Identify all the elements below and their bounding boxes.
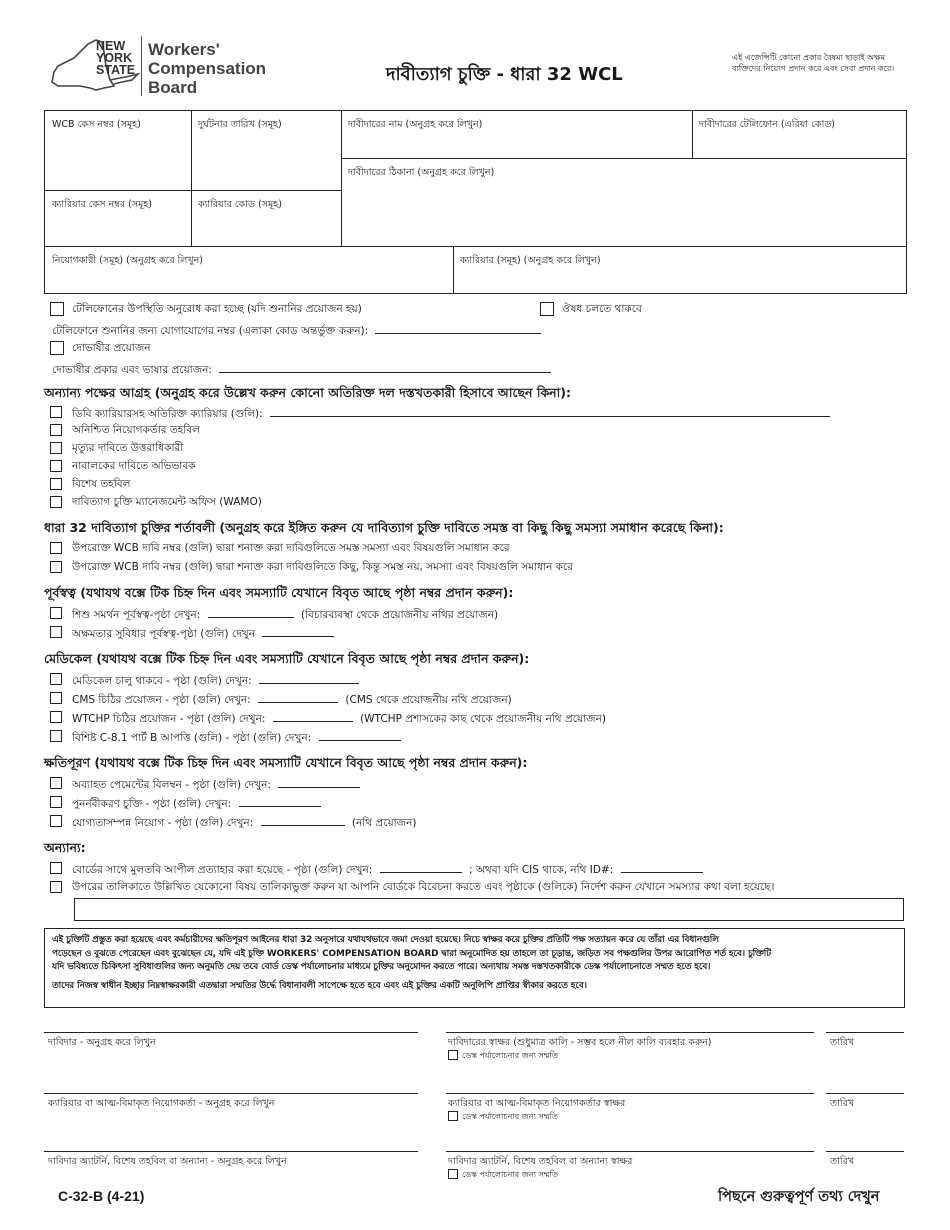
wtchp-letter-note: (WTCHP প্রশাসকের কাছ থেকে প্রয়োজনীয় নথি প্রয়োজন) [360,713,606,725]
cis-doc-label: ; অথবা যদি CIS থাকে, নথি ID#: [468,864,614,876]
child-support-page-input[interactable] [208,606,294,618]
sig-date-label-2: তারিখ [830,1098,855,1109]
child-support-row [72,606,498,625]
additional-carriers-label: ডিবি ক্যারিয়ারসহ অতিরিক্ত ক্যারিয়ার (গুলি): [72,408,263,420]
sig-date-label-1: তারিখ [830,1037,855,1048]
wcb-case-field[interactable]: WCB কেস নম্বর (সমূহ) [52,119,141,130]
sig-name-line-3[interactable] [44,1151,418,1152]
sig-name-line-2[interactable] [44,1093,418,1094]
sig-date-line-3[interactable] [826,1151,904,1152]
wamo-checkbox[interactable] [50,496,62,508]
desk-review-checkbox-2[interactable] [448,1111,458,1121]
interpreter-type-input[interactable] [219,361,551,373]
c81-objection-label: বিশিষ্ট C-8.1 পার্ট B আপত্তি (গুলি) - পৃষ্ঠা (গুলি) দেখুন: [72,732,312,744]
medical-open-page-input[interactable] [259,672,359,684]
c81-objection-checkbox[interactable] [50,730,62,742]
medical-open-label: মেডিকেল চালু থাকবে - পৃষ্ঠা (গুলি) দেখুন: [72,675,252,687]
medication-checkbox[interactable] [540,302,554,316]
phone-contact-row [52,322,541,341]
carriers-field[interactable]: ক্যারিয়ার (সমূহ) (অনুগ্রহ করে লিখুন) [460,255,601,266]
list-issues-checkbox[interactable] [50,881,62,893]
wamo-label: দাবিত্যাগ চুক্তি ম্যানেজমেন্ট অফিস (WAMO) [72,496,262,508]
desk-review-checkbox-3[interactable] [448,1169,458,1179]
qualified-employment-checkbox[interactable] [50,815,62,827]
sig-sign-line-3[interactable] [446,1151,814,1152]
renewal-page-input[interactable] [239,795,321,807]
sig-sign-label-3: দাবিদার অ্যাটর্নি, বিশেষ তহবিল বা অন্যান্য স্বাক্ষর [448,1156,633,1167]
form-id: C-32-B (4-21) [58,1188,145,1204]
claimant-phone-field[interactable]: দাবীদারের টেলিফোন (এরিয়া কোড) [699,119,836,130]
additional-carriers-input[interactable] [270,405,830,417]
desk-review-checkbox-1[interactable] [448,1050,458,1060]
interpreter-type-row [52,361,551,380]
logo-divider [141,36,142,96]
terms-heading: ধারা 32 দাবিত্যাগ চুক্তির শর্তাবলী (অনুগ্রহ করে ইঙ্গিত করুন যে দাবিত্যাগ চুক্তি দাবিতে সমস্ত বা কিছু কিছু সমস্যা সমাধান করেছে কিনা): [44,520,724,535]
payment-deferral-checkbox[interactable] [50,777,62,789]
child-support-note: (বিচারব্যবস্থা থেকে প্রয়োজনীয় নথির প্রয়োজন) [300,609,499,621]
list-issues-label: উপরের তালিকাতে উল্লিখিত যেকোনো বিষয় তালিকাভুক্ত করুন যা আপনি বোর্ডকে বিবেচনা করতে এবং পৃষ্ঠাকে (গুলিকে) নির্দেশ করুন যেখানে সমস্যার কথা বলা হয়েছে। [72,881,775,893]
see-back-note: পিছনে গুরুত্বপূর্ণ তথ্য দেখুন [718,1189,880,1205]
accident-date-field[interactable]: দুর্ঘটনার তারিখ (সমূহ) [198,119,282,130]
payment-deferral-row [72,776,360,795]
sig-name-line-1[interactable] [44,1032,418,1033]
wtchp-letter-page-input[interactable] [273,710,353,722]
sig-sign-line-1[interactable] [446,1032,814,1033]
resolve-all-checkbox[interactable] [50,542,62,554]
wtchp-letter-label: WTCHP চিঠির প্রয়োজন - পৃষ্ঠা (গুলি) দেখুন: [72,713,266,725]
medical-open-checkbox[interactable] [50,673,62,685]
payment-deferral-label: অব্যাহত পেমেন্টের বিলম্বন - পৃষ্ঠা (গুলি) দেখুন: [72,779,271,791]
carrier-case-field[interactable]: ক্যারিয়ার কেস নম্বর (সমূহ) [52,199,152,210]
sig-sign-line-2[interactable] [446,1093,814,1094]
statement-line-2: পড়েছেন ও বুঝতে পেরেছেন এবং বুঝেছেন যে, যদি এই চুক্তি WORKERS' COMPENSATION BOARD দ্বারা অনুমোদিত হয় তাহলে তা চূড়ান্ত, জড়িত সব পক্ষগুলির উপর আরোপিত শর্ত হবে। চুক্তিটি [52,948,771,959]
appeal-withdrawn-row [72,861,703,880]
minor-guardian-label: নাবালকের দাবিতে অভিভাবক [72,460,196,472]
additional-carriers-checkbox[interactable] [50,406,62,418]
medication-label: ঔষধ চলতে থাকবে [562,303,642,315]
qualified-employment-row [72,814,416,833]
wtchp-letter-checkbox[interactable] [50,711,62,723]
phone-contact-input[interactable] [375,322,541,334]
interpreter-checkbox[interactable] [50,341,64,355]
logo-state-text: NEW YORK STATE [96,39,136,77]
c81-objection-row [72,729,401,748]
special-fund-label: বিশেষ তহবিল [72,478,131,490]
minor-guardian-checkbox[interactable] [50,460,62,472]
renewal-checkbox[interactable] [50,796,62,808]
wtchp-letter-row [72,710,606,729]
sig-sign-label-1: দাবিদারের স্বাক্ষর (শুধুমাত্র কালি - সম্ভব হলে নীল কালি ব্যবহার করুন) [448,1037,712,1048]
desk-review-label-1: ডেস্ক পর্যালোচনার জন্য সম্মতি [462,1051,558,1060]
issues-textbox[interactable] [74,898,904,921]
sig-name-label-1: দাবিদার - অনুগ্রহ করে লিখুন [48,1037,156,1048]
child-support-checkbox[interactable] [50,607,62,619]
additional-carriers-row [72,405,830,424]
death-heir-checkbox[interactable] [50,442,62,454]
sig-date-line-1[interactable] [826,1032,904,1033]
renewal-label: পুনর্নবীকরণ চুক্তি - পৃষ্ঠা (গুলি) দেখুন: [72,798,232,810]
sig-name-label-3: দাবিদার অ্যাটর্নি, বিশেষ তহবিল বা অন্যান্য - অনুগ্রহ করে লিখুন [48,1156,287,1167]
agency-notice: এই এজেন্সিটি কোনো প্রকার বৈষম্য ছাড়াই অক্ষম ব্যক্তিদের নিয়োগ প্রদান করে এবং সেবা প্রদান করে। [732,53,895,73]
disability-row [72,625,334,644]
appeal-withdrawn-page-input[interactable] [380,861,462,873]
statement-line-1: এই চুক্তিটি প্রস্তুত করা হয়েছে এবং কর্মচারীদের ক্ষতিপূরণ আইনের ধারা 32 অনুসারে যথাযথভাবে জমা দেওয়া হয়েছে। নিচে স্বাক্ষর করে চুক্তির প্রতিটি পক্ষ সত্যায়ন করে যে তাঁরা এর বিধানগুলি [52,935,719,945]
carrier-code-field[interactable]: ক্যারিয়ার কোড (সমূহ) [198,199,282,210]
cms-letter-page-input[interactable] [258,691,338,703]
statement-line-3: যদি ভবিষ্যতে চিকিৎসা সুবিধাগুলির জন্য অনুমতি দেয় তবে বোর্ড ডেস্ক পর্যালোচনার মাধ্যমে চুক্তির অনুমোদন করতে পারে। অন্যথায় সমস্ত দস্তখতকারীকে ডেস্ক পর্যালোচনাতে সম্মত হতে হবে। [52,962,711,972]
employers-field[interactable]: নিয়োগকারী (সমূহ) (অনুগ্রহ করে লিখুন) [52,255,203,266]
qualified-employment-label: যোগ্যতাসম্পন্ন নিয়োগ - পৃষ্ঠা (গুলি) দেখুন: [72,817,254,829]
special-fund-checkbox[interactable] [50,478,62,490]
phone-presence-label: টেলিফোনের উপস্থিতি অনুরোধ করা হচ্ছে (যদি শুনানির প্রয়োজন হয়) [72,303,362,315]
interpreter-type-label: দোভাষীর প্রকার এবং ভাষার প্রয়োজন: [52,364,212,376]
desk-review-label-2: ডেস্ক পর্যালোচনার জন্য সম্মতি [462,1112,558,1121]
claimant-name-field[interactable]: দাবীদারের নাম (অনুগ্রহ করে লিখুন) [348,119,483,130]
sig-sign-label-2: ক্যারিয়ার বা আত্ম-বিমাকৃত নিয়োগকর্তার স্বাক্ষর [448,1098,626,1109]
medical-open-row [72,672,359,691]
statement-line-4: তাদের নিজস্ব স্বাধীন ইচ্ছার নিম্নস্বাক্ষরকারী এতদ্বারা সম্মতির উর্দ্ধে বিধানাবলী সাপেক্ষে হতে হবে এবং এই চুক্তির একটি অনুলিপি প্রাপ্তির স্বীকার করতে হবে। [52,980,587,991]
other-heading: অন্যান্য: [44,840,86,855]
disability-label: অক্ষমতার সুবিধার পূর্বস্বত্ব-পৃষ্ঠা (গুলি) দেখুন [72,628,255,640]
cms-letter-checkbox[interactable] [50,692,62,704]
interpreter-label: দোভাষীর প্রয়োজন [72,342,151,354]
sig-date-line-2[interactable] [826,1093,904,1094]
medical-heading: মেডিকেল (যথাযথ বক্সে টিক চিহ্ন দিন এবং সমস্যাটি যেখানে বিবৃত আছে পৃষ্ঠা নম্বর প্রদান করুন): [44,651,530,666]
statement-text [52,934,900,993]
cms-letter-note: (CMS থেকে প্রয়োজনীয় নথি প্রয়োজন) [345,694,512,706]
disability-page-input[interactable] [262,625,334,637]
resolve-all-label: উপরোক্ত WCB দাবি নম্বর (গুলি) দ্বারা শনাক্ত করা দাবিগুলিতে সমস্ত সমস্যা এবং বিষয়গুলি সমাধান করে [72,542,510,554]
logo-board-text: Workers' Compensation Board [148,40,267,97]
sig-name-label-2: ক্যারিয়ার বা আত্ম-বিমাকৃত নিয়োগকর্তা - অনুগ্রহ করে লিখুন [48,1098,275,1109]
prior-heading: পূর্বস্বত্ব (যথাযথ বক্সে টিক চিহ্ন দিন এবং সমস্যাটি যেখানে বিবৃত আছে পৃষ্ঠা নম্বর প্রদান করুন): [44,585,514,600]
c81-objection-page-input[interactable] [319,729,401,741]
form-title: দাবীত্যাগ চুক্তি - ধারা 32 WCL [386,64,623,85]
appeal-withdrawn-checkbox[interactable] [50,862,62,874]
qualified-employment-note: (নথি প্রয়োজন) [351,817,417,829]
cis-doc-id-input[interactable] [621,861,703,873]
sig-date-label-3: তারিখ [830,1156,855,1167]
desk-review-label-3: ডেস্ক পর্যালোচনার জন্য সম্মতি [462,1170,558,1179]
comp-heading: ক্ষতিপূরণ (যথাযথ বক্সে টিক চিহ্ন দিন এবং সমস্যাটি যেখানে বিবৃত আছে পৃষ্ঠা নম্বর প্রদান করুন): [44,755,528,770]
appeal-withdrawn-label: বোর্ডের সাথে মুলতবি আপীল প্রত্যাহার করা হয়েছে - পৃষ্ঠা (গুলি) দেখুন: [72,864,373,876]
uninsured-fund-checkbox[interactable] [50,424,62,436]
claimant-address-field[interactable]: দাবীদারের ঠিকানা (অনুগ্রহ করে লিখুন) [348,167,495,178]
phone-presence-checkbox[interactable] [50,302,64,316]
disability-checkbox[interactable] [50,626,62,638]
death-heir-label: মৃত্যুর দাবিতে উত্তরাধিকারী [72,442,184,454]
uninsured-fund-label: অনিশ্চিত নিয়োগকর্তার তহবিল [72,424,200,436]
resolve-some-checkbox[interactable] [50,561,62,573]
cms-letter-label: CMS চিঠির প্রয়োজন - পৃষ্ঠা (গুলি) দেখুন: [72,694,251,706]
cms-letter-row [72,691,512,710]
resolve-some-label: উপরোক্ত WCB দাবি নম্বর (গুলি) দ্বারা শনাক্ত করা দাবিগুলিতে কিছু, কিন্তু সমস্ত নয়, সমস্যা এবং বিষয়গুলি সমাধান করে [72,561,574,573]
phone-contact-label: টেলিফোনে শুনানির জন্য যোগাযোগের নম্বর (এলাকা কোড অন্তর্ভুক্ত করুন): [52,325,369,337]
child-support-label: শিশু সমর্থন পূর্বস্বত্ব-পৃষ্ঠা দেখুন: [72,609,201,621]
qualified-employment-page-input[interactable] [261,814,345,826]
other-parties-heading: অন্যান্য পক্ষের আগ্রহ (অনুগ্রহ করে উল্লেখ করুন কোনো অতিরিক্ত দল দস্তখতকারী হিসাবে আছেন কিনা): [44,385,571,400]
renewal-row [72,795,321,814]
payment-deferral-page-input[interactable] [278,776,360,788]
